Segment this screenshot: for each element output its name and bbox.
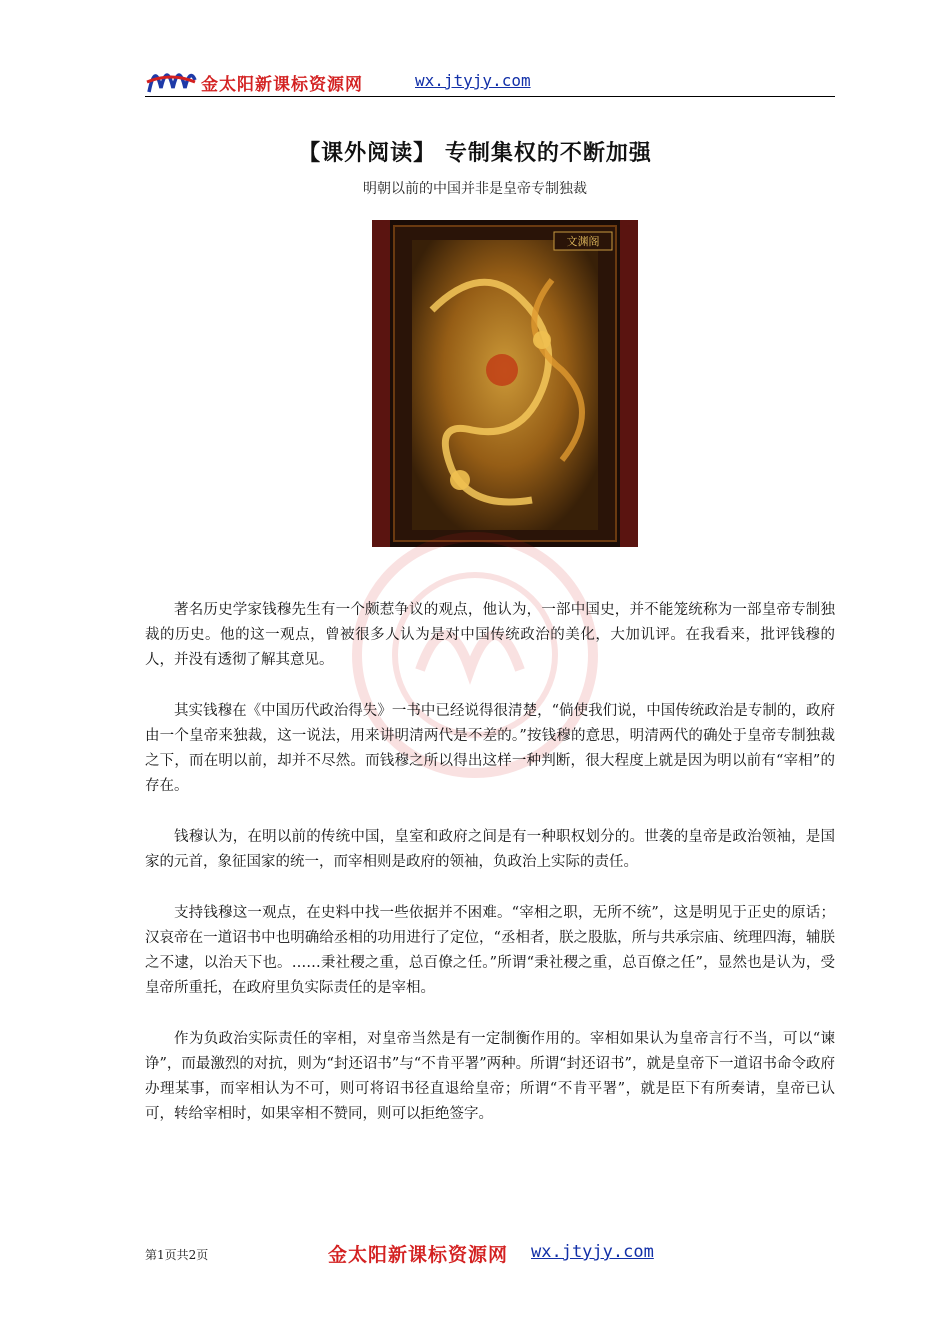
- article-body: [145, 598, 835, 1153]
- footer-site-link[interactable]: wx.jtyjy.com: [531, 1242, 654, 1262]
- page-footer: [145, 1240, 835, 1270]
- page-number: 第1页共2页: [145, 1248, 209, 1262]
- paragraph: 著名历史学家钱穆先生有一个颇惹争议的观点，他认为，一部中国史，并不能笼统称为一部皇帝专制独裁的历史。他的这一观点，曾被很多人认为是对中国传统政治的美化，大加讥评。在我看来，批评钱穆的人，并没有透彻了解其意见。: [145, 602, 835, 668]
- site-link[interactable]: wx.jtyjy.com: [415, 71, 531, 90]
- dragon-door-image: [372, 220, 638, 547]
- paragraph: 作为负政治实际责任的宰相，对皇帝当然是有一定制衡作用的。宰相如果认为皇帝言行不当，可以“谏诤”，而最激烈的对抗，则为“封还诏书”与“不肯平署”两种。所谓“封还诏书”，就是皇帝下一道诏书命令政府办理某事，而宰相认为不可，则可将诏书径直退给皇帝；所谓“不肯平署”，就是臣下有所奏请，皇帝已认可，转给宰相时，如果宰相不赞同，则可以拒绝签字。: [145, 1031, 835, 1122]
- paragraph: 钱穆认为，在明以前的传统中国，皇室和政府之间是有一种职权划分的。世袭的皇帝是政治领袖，是国家的元首，象征国家的统一，而宰相则是政府的领袖，负政治上实际的责任。: [145, 829, 835, 870]
- page-subtitle: 明朝以前的中国并非是皇帝专制独裁: [363, 181, 587, 197]
- page-header: [145, 52, 835, 98]
- header-divider: [145, 96, 835, 97]
- brand-name: 金太阳新课标资源网: [201, 75, 363, 95]
- footer-brand-name: 金太阳新课标资源网: [328, 1244, 509, 1266]
- paragraph: 其实钱穆在《中国历代政治得失》一书中已经说得很清楚，“倘使我们说，中国传统政治是专制的，政府由一个皇帝来独裁，这一说法，用来讲明清两代是不差的。”按钱穆的意思，明清两代的确处于皇帝专制独裁之下，而在明以前，却并不尽然。而钱穆之所以得出这样一种判断，很大程度上就是因为明以前有“宰相”的存在。: [145, 703, 835, 794]
- paragraph: 支持钱穆这一观点，在史料中找一些依据并不困难。“宰相之职，无所不统”，这是明见于正史的原话；汉哀帝在一道诏书中也明确给丞相的功用进行了定位，“丞相者，朕之股肱，所与共承宗庙、统理四海，辅朕之不逮，以治天下也。……秉社稷之重，总百僚之任。”所谓“秉社稷之重，总百僚之任”，显然也是认为，受皇帝所重托，在政府里负实际责任的是宰相。: [145, 905, 835, 996]
- door-inscription: 文渊阁: [566, 235, 600, 248]
- page-title: 【课外阅读】 专制集权的不断加强: [298, 141, 652, 166]
- brand-logo-icon: [145, 58, 197, 98]
